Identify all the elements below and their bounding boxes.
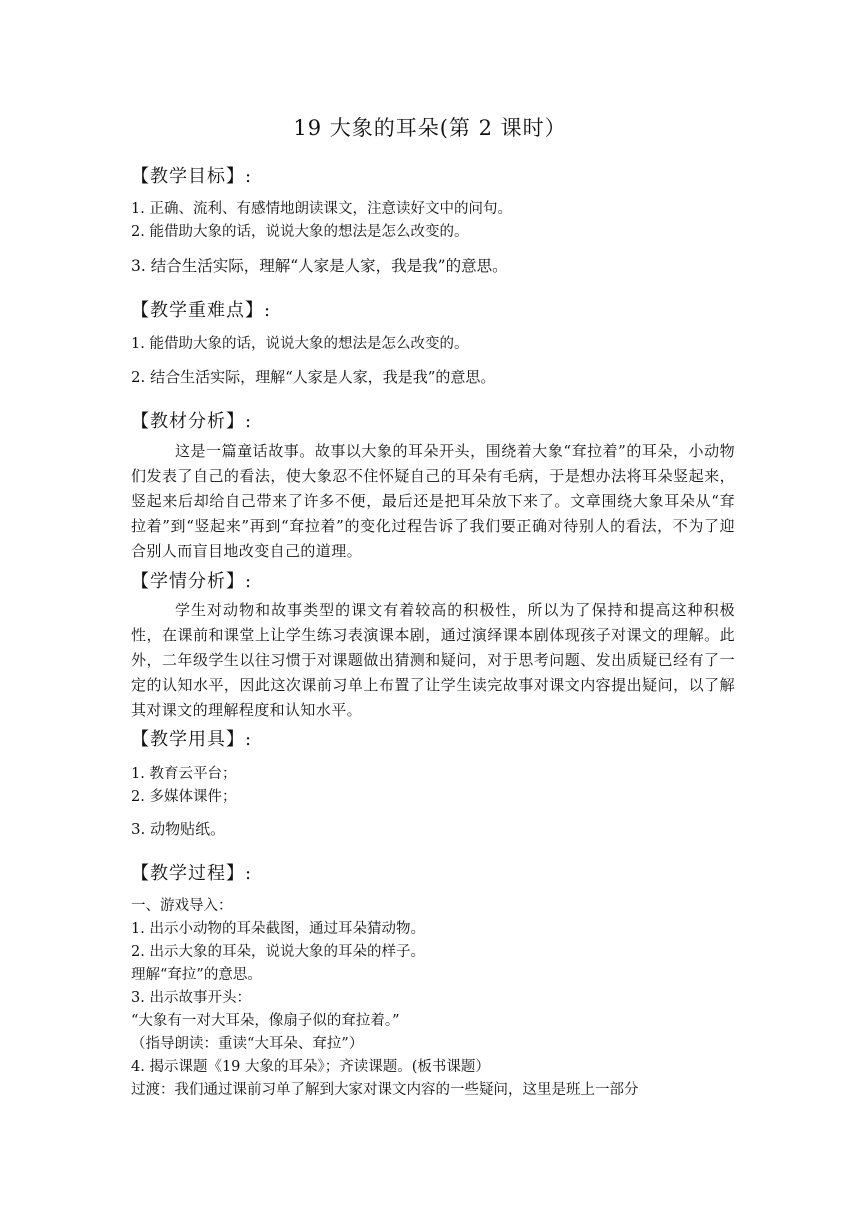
student-analysis-heading: 【学情分析】:: [131, 571, 253, 592]
objective-item: 3. 结合生活实际，理解“人家是人家，我是我”的意思。: [131, 257, 508, 275]
key-point-item: 2. 结合生活实际，理解“人家是人家，我是我”的意思。: [131, 368, 496, 386]
tool-item: 3. 动物贴纸。: [131, 820, 226, 838]
objective-item: 1. 正确、流利、有感情地朗读课文，注意读好文中的问句。: [131, 201, 512, 217]
material-analysis-heading: 【教材分析】:: [131, 411, 253, 432]
key-points-heading: 【教学重难点】:: [131, 300, 272, 321]
objective-item: 2. 能借助大象的话，说说大象的想法是怎么改变的。: [131, 224, 469, 240]
process-line: 4. 揭示课题《19 大象的耳朵》；齐读课题。(板书课题）: [131, 1059, 490, 1075]
process-line: “大象有一对大耳朵，像扇子似的耷拉着。”: [131, 1013, 400, 1029]
tool-item: 2. 多媒体课件；: [131, 789, 237, 805]
process-line: 2. 出示大象的耳朵，说说大象的耳朵的样子。: [131, 944, 425, 960]
key-point-item: 1. 能借助大象的话，说说大象的想法是怎么改变的。: [131, 336, 469, 352]
process-line: 1. 出示小动物的耳朵截图，通过耳朵猜动物。: [131, 921, 425, 937]
process-line: 过渡：我们通过课前习单了解到大家对课文内容的一些疑问，这里是班上一部分: [131, 1082, 639, 1098]
objectives-heading: 【教学目标】:: [131, 166, 253, 187]
process-line: 一、游戏导入：: [131, 898, 233, 914]
process-line: 3. 出示故事开头：: [131, 990, 251, 1006]
tool-item: 1. 教育云平台；: [131, 766, 237, 782]
page-title: 19 大象的耳朵(第 2 课时）: [293, 116, 567, 140]
process-line: （指导朗读：重读“大耳朵、耷拉”）: [131, 1036, 364, 1052]
material-analysis-text: 这是一篇童话故事。故事以大象的耳朵开头，围绕着大象“耷拉着”的耳朵，小动物们发表了自己的看法，使大象忍不住怀疑自己的耳朵有毛病，于是想办法将耳朵竖起来，竖起来后却给自己带来了许多不便，最后还是把耳朵放下来了。文章围绕大象耳朵从“耷拉着”到“竖起来”再到“耷拉着”的变化过程告诉了我们要正确对待别人的看法，不为了迎合别人而盲目地改变自己的道理。: [131, 442, 735, 560]
tools-heading: 【教学用具】:: [131, 729, 253, 750]
student-analysis-text: 学生对动物和故事类型的课文有着较高的积极性，所以为了保持和提高这种积极性，在课前和课堂上让学生练习表演课本剧，通过演绎课本剧体现孩子对课文的理解。此外，二年级学生以往习惯于对课题做出猜测和疑问，对于思考问题、发出质疑已经有了一定的认知水平，因此这次课前习单上布置了让学生读完故事对课文内容提出疑问，以了解其对课文的理解程度和认知水平。: [131, 601, 735, 719]
process-heading: 【教学过程】:: [131, 863, 253, 884]
process-line: 理解“耷拉”的意思。: [131, 967, 262, 983]
